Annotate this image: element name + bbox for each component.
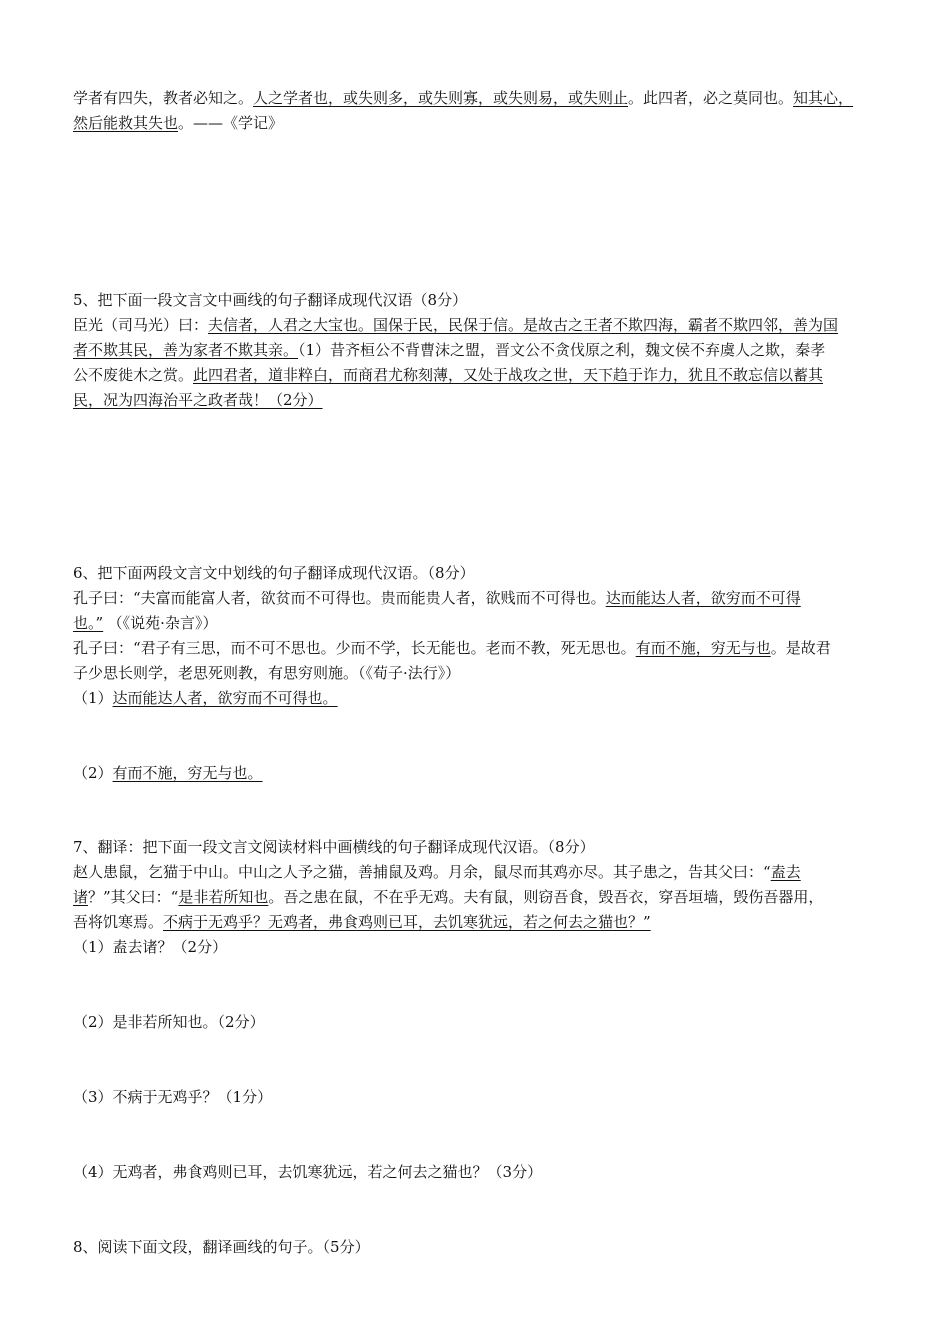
q5-underlined: 民，况为四海治平之政者哉！（2分） (73, 391, 323, 409)
question-5-heading: 5、把下面一段文言文中画线的句子翻译成现代汉语（8分） (73, 291, 468, 309)
q7-subquestion-4-line: （4）无鸡者，弗食鸡则已耳，去饥寒犹远，若之何去之猫也？（3分） (73, 1163, 543, 1181)
question-5 (73, 288, 879, 413)
q7-line-2 (73, 885, 879, 910)
question-7-heading: 7、翻译：把下面一段文言文阅读材料中画横线的句子翻译成现代汉语。（8分） (73, 838, 595, 856)
q6-line-2 (73, 611, 879, 636)
q7-subquestion-2 (73, 1010, 879, 1035)
q6-subquestion-1 (73, 686, 879, 711)
q7-subquestion-4 (73, 1160, 879, 1185)
q6-subquestion-2-line (73, 761, 879, 786)
intro-source: 。——《学记》 (178, 114, 284, 132)
q6-underlined: 有而不施，穷无与也 (635, 639, 771, 657)
q7-line-1 (73, 860, 879, 885)
q5-line-2 (73, 338, 879, 363)
intro-underlined: 知其心， (793, 89, 854, 107)
q7-underlined: 是非若所知也 (178, 888, 269, 906)
intro-underlined: 人之学者也，或失则多，或失则寡，或失则易，或失则止 (253, 89, 629, 107)
q7-underlined: 诸 (73, 888, 89, 906)
q7-subquestion-3-line: （3）不病于无鸡乎？（1分） (73, 1088, 273, 1106)
q5-text: 公不废徙木之赏。 (73, 366, 194, 384)
q5-line-4 (73, 388, 879, 413)
q6-underlined: 有而不施，穷无与也。 (112, 764, 263, 782)
intro-line-2 (73, 111, 879, 136)
q6-sub-label: （1） (73, 689, 113, 707)
q7-subquestion-1: （1）盍去诸？（2分） (73, 938, 228, 956)
question-8-heading: 8、阅读下面文段，翻译画线的句子。（5分） (73, 1238, 370, 1256)
q6-text: 孔子曰：“君子有三思，而不可不思也。少而不学，长无能也。老而不教，死无思也。 (73, 639, 636, 657)
q5-text: （1）昔齐桓公不背曹沫之盟，晋文公不贪伐原之利，魏文侯不弃虞人之欺，秦孝 (298, 341, 826, 359)
q6-underlined: 达而能达人者，欲穷而不可得也。 (112, 689, 338, 707)
q5-underlined: 此四君者，道非粹白，而商君尤称刻薄，又处于战攻之世，天下趋于诈力，犹且不敢忘信以蓄其 (193, 366, 824, 384)
q5-line-3 (73, 363, 879, 388)
q6-sub-label: （2） (73, 764, 113, 782)
q7-text: 吾将饥寒焉。 (73, 913, 164, 931)
q5-text: 臣光（司马光）曰： (73, 316, 209, 334)
intro-text: 学者有四失，教者必知之。 (73, 89, 254, 107)
q7-subquestion-3 (73, 1085, 879, 1110)
q7-text: ？”其父曰：“ (88, 888, 179, 906)
q6-source: （《说苑·杂言》） (115, 614, 218, 632)
intro-underlined: 然后能救其失也 (73, 114, 179, 132)
q7-underlined: 不病于无鸡乎？无鸡者，弗食鸡则已耳，去饥寒犹远，若之何去之猫也？” (163, 913, 651, 931)
question-6-heading: 6、把下面两段文言文中划线的句子翻译成现代汉语。（8分） (73, 564, 475, 582)
intro-text: 。此四者，必之莫同也。 (628, 89, 794, 107)
q7-text: 赵人患鼠，乞猫于中山。中山之人予之猫，善捕鼠及鸡。月余，鼠尽而其鸡亦尽。其子患之，告其父曰：“ (73, 863, 771, 881)
q7-subquestion-2-line: （2）是非若所知也。（2分） (73, 1013, 265, 1031)
question-7 (73, 835, 879, 960)
q7-text: 。吾之患在鼠，不在乎无鸡。夫有鼠，则窃吾食，毁吾衣，穿吾垣墙，毁伤吾器用， (268, 888, 824, 906)
q5-underlined: 者不欺其民，善为家者不欺其亲。 (73, 341, 299, 359)
q6-text: 孔子曰：“夫富而能富人者，欲贫而不可得也。贵而能贵人者，欲贱而不可得也。 (73, 589, 606, 607)
q6-underlined: 达而能达人者，欲穷而不可得 (605, 589, 801, 607)
q6-underlined: 也。” (73, 614, 104, 632)
q5-line-1 (73, 313, 879, 338)
q7-line-3 (73, 910, 879, 935)
intro-passage (73, 86, 879, 136)
question-8 (73, 1235, 879, 1260)
q6-subquestion-2 (73, 761, 879, 786)
q6-line-3 (73, 636, 879, 661)
q5-underlined: 夫信者，人君之大宝也。国保于民，民保于信。是故古之王者不欺四海，霸者不欺四邻，善为国 (208, 316, 839, 334)
q6-text: 。是故君 (770, 639, 831, 657)
q7-underlined: 盍去 (770, 863, 801, 881)
question-6 (73, 561, 879, 711)
intro-line-1 (73, 86, 879, 111)
q6-line-1 (73, 586, 879, 611)
q6-line-4: 子少思长则学，老思死则教，有思穷则施。（《荀子·法行》） (73, 664, 461, 682)
